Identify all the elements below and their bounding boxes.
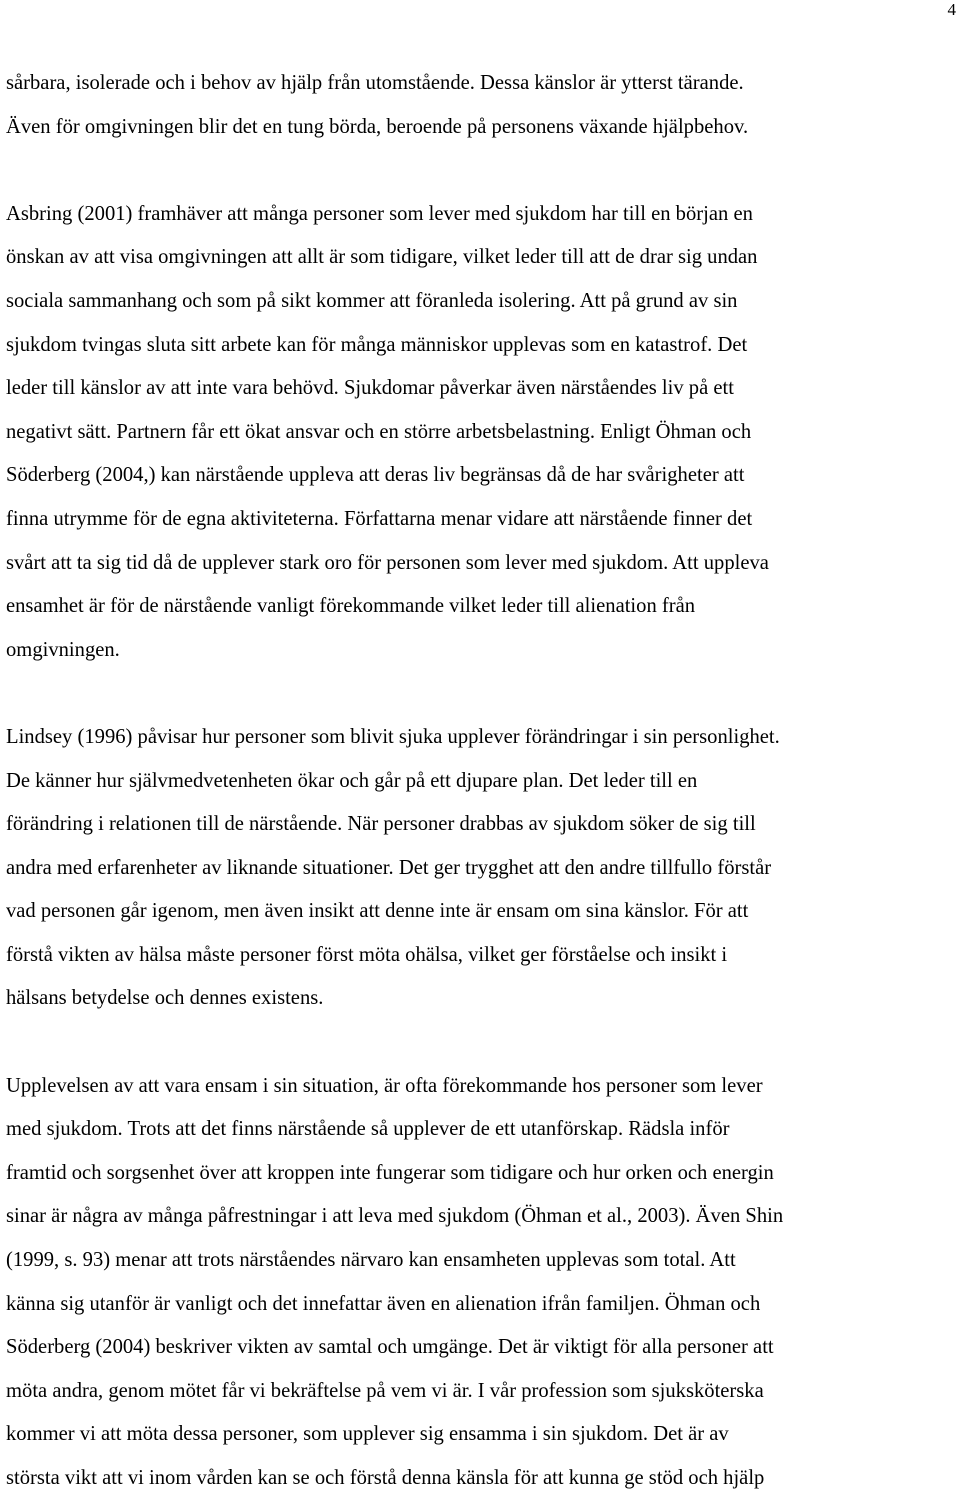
text-line: sjukdom tvingas sluta sitt arbete kan för många människor upplevas som en katastrof. Det xyxy=(6,333,748,356)
text-line: hälsans betydelse och dennes existens. xyxy=(6,987,324,1010)
text-line: möta andra, genom mötet får vi bekräftelse på vem vi är. I vår profession som sjuksköterska xyxy=(6,1379,764,1402)
text-line: Lindsey (1996) påvisar hur personer som blivit sjuka upplever förändringar i sin personlighet. xyxy=(6,725,780,748)
text-line: andra med erfarenheter av liknande situationer. Det ger trygghet att den andre tillfullo förstår xyxy=(6,856,772,879)
document-body xyxy=(6,62,958,1501)
text-line: leder till känslor av att inte vara behövd. Sjukdomar påverkar även närståendes liv på ett xyxy=(6,377,734,400)
text-line: Upplevelsen av att vara ensam i sin situation, är ofta förekommande hos personer som lever xyxy=(6,1074,763,1097)
text-line: Söderberg (2004,) kan närstående uppleva att deras liv begränsas då de har svårigheter att xyxy=(6,464,745,487)
text-line: sårbara, isolerade och i behov av hjälp från utomstående. Dessa känslor är ytterst tärande. xyxy=(6,72,744,94)
text-line: (1999, s. 93) menar att trots närståendes närvaro kan ensamheten upplevas som total. Att xyxy=(6,1249,736,1272)
paragraph-gap xyxy=(6,149,958,193)
paragraph-1 xyxy=(6,62,958,149)
text-line: sinar är några av många påfrestningar i att leva med sjukdom (Öhman et al., 2003). Även Shin xyxy=(6,1205,784,1228)
text-line: omgivningen. xyxy=(6,638,120,661)
paragraph-gap xyxy=(6,672,958,716)
text-line: Även för omgivningen blir det en tung börda, beroende på personens växande hjälpbehov. xyxy=(6,115,749,138)
text-line: förstå vikten av hälsa måste personer först möta ohälsa, vilket ger förståelse och insikt i xyxy=(6,943,728,966)
paragraph-2 xyxy=(6,193,958,673)
text-line: framtid och sorgsenhet över att kroppen inte fungerar som tidigare och hur orken och energin xyxy=(6,1161,774,1184)
text-line: sociala sammanhang och som på sikt kommer att föranleda isolering. Att på grund av sin xyxy=(6,289,738,312)
text-line: känna sig utanför är vanligt och det innefattar även en alienation ifrån familjen. Öhman och xyxy=(6,1292,761,1315)
text-line: vad personen går igenom, men även insikt att denne inte är ensam om sina känslor. För att xyxy=(6,900,749,923)
text-line: Asbring (2001) framhäver att många personer som lever med sjukdom har till en början en xyxy=(6,202,753,225)
text-line: Söderberg (2004) beskriver vikten av samtal och umgänge. Det är viktigt för alla personer att xyxy=(6,1336,774,1359)
text-line: De känner hur självmedvetenheten ökar och går på ett djupare plan. Det leder till en xyxy=(6,769,698,792)
text-line: förändring i relationen till de närstående. När personer drabbas av sjukdom söker de sig till xyxy=(6,813,756,836)
text-line: negativt sätt. Partnern får ett ökat ansvar och en större arbetsbelastning. Enligt Öhman och xyxy=(6,420,752,443)
text-line: finna utrymme för de egna aktiviteterna. Författarna menar vidare att närstående finner det xyxy=(6,507,753,530)
paragraph-3 xyxy=(6,716,958,1021)
page-number: 4 xyxy=(947,0,956,19)
text-line: svårt att ta sig tid då de upplever stark oro för personen som lever med sjukdom. Att uppleva xyxy=(6,551,769,574)
text-line: ensamhet är för de närstående vanligt förekommande vilket leder till alienation från xyxy=(6,595,696,618)
text-line: största vikt att vi inom vården kan se och förstå denna känsla för att kunna ge stöd och hjälp xyxy=(6,1467,765,1489)
text-line: kommer vi att möta dessa personer, som upplever sig ensamma i sin sjukdom. Det är av xyxy=(6,1423,729,1446)
text-line: med sjukdom. Trots att det finns närstående så upplever de ett utanförskap. Rädsla inför xyxy=(6,1118,730,1141)
paragraph-4 xyxy=(6,1065,958,1501)
paragraph-gap xyxy=(6,1021,958,1065)
text-line: önskan av att visa omgivningen att allt är som tidigare, vilket leder till att de drar sig undan xyxy=(6,246,758,269)
